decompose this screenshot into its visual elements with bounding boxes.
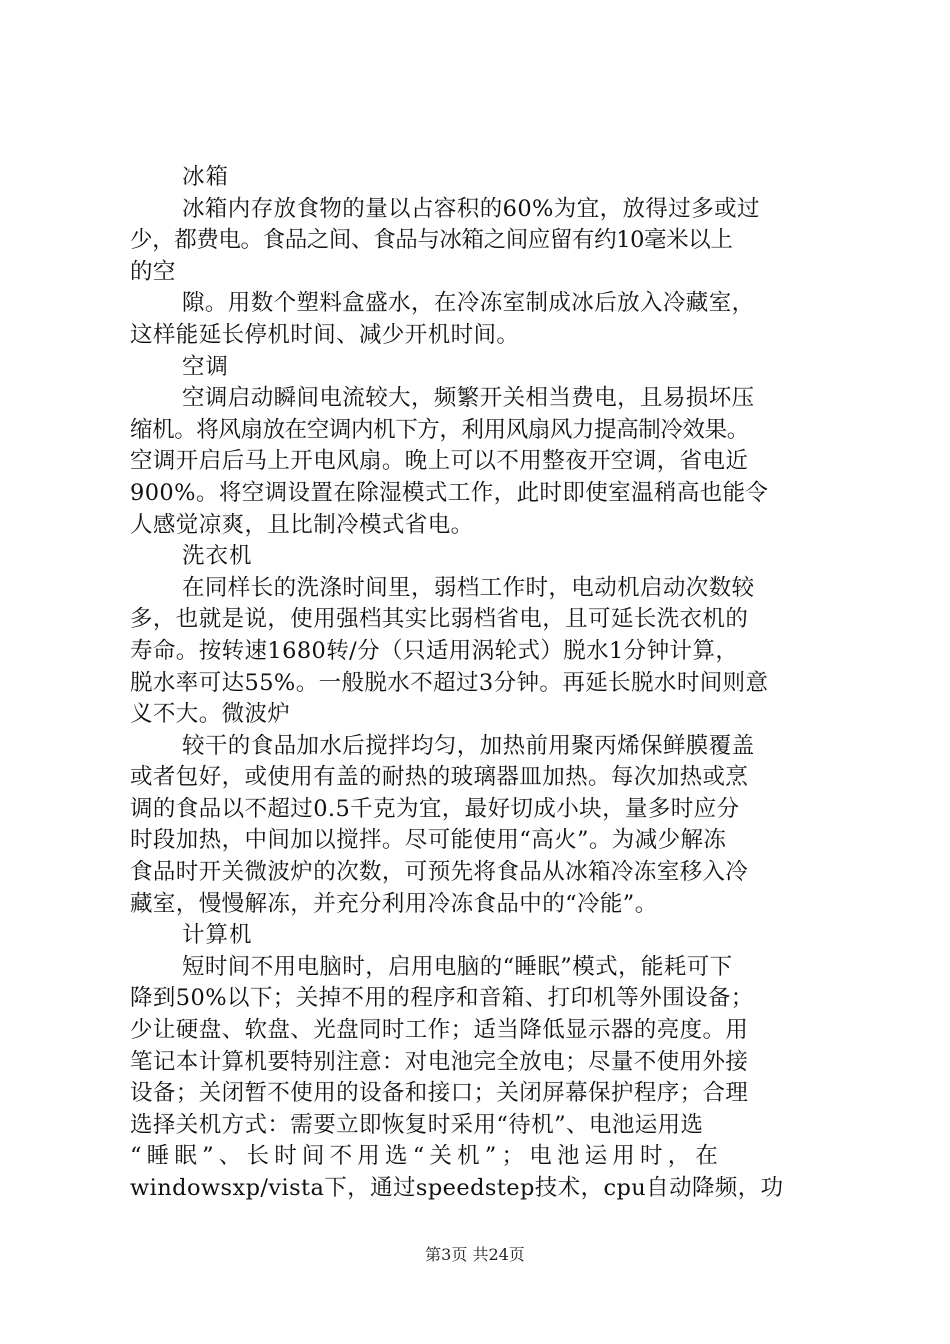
section-heading-computer: 计算机 <box>182 922 253 949</box>
paragraph-line: 空调启动瞬间电流较大，频繁开关相当费电，且易损坏压 <box>182 385 755 412</box>
paragraph-line: 在同样长的洗涤时间里，弱档工作时，电动机启动次数较 <box>182 574 755 601</box>
paragraph-line: 调的食品以不超过0.5千克为宜，最好切成小块，量多时应分 <box>130 795 740 822</box>
paragraph-line: 900%。将空调设置在除湿模式工作，此时即使室温稍高也能令 <box>130 479 769 506</box>
paragraph-line: 空调开启后马上开电风扇。晚上可以不用整夜开空调，省电近 <box>130 448 749 475</box>
paragraph-line: 脱水率可达55%。一般脱水不超过3分钟。再延长脱水时间则意 <box>130 669 769 696</box>
paragraph-line: 隙。用数个塑料盒盛水，在冷冻室制成冰后放入冷藏室， <box>182 290 755 317</box>
paragraph-line: 短时间不用电脑时，启用电脑的“睡眠”模式，能耗可下 <box>182 953 733 980</box>
paragraph-line: 降到50%以下；关掉不用的程序和音箱、打印机等外围设备； <box>130 985 754 1012</box>
document-body <box>130 162 830 1205</box>
paragraph-line: 人感觉凉爽，且比制冷模式省电。 <box>130 511 474 538</box>
paragraph-line: 少让硬盘、软盘、光盘同时工作；适当降低显示器的亮度。用 <box>130 1017 749 1044</box>
paragraph-line: 笔记本计算机要特别注意：对电池完全放电；尽量不使用外接 <box>130 1048 749 1075</box>
paragraph-line: 食品时开关微波炉的次数，可预先将食品从冰箱冷冻室移入冷 <box>130 859 749 886</box>
paragraph-line: “睡眠”、长时间不用选“关机”；电池运用时，在 <box>130 1143 724 1170</box>
paragraph-line: 藏室，慢慢解冻，并充分利用冷冻食品中的“冷能”。 <box>130 890 658 917</box>
section-heading-fridge: 冰箱 <box>182 164 230 190</box>
paragraph-line: windowsxp/vista下，通过speedstep技术，cpu自动降频，功 <box>130 1175 784 1201</box>
paragraph-line: 冰箱内存放食物的量以占容积的60%为宜，放得过多或过 <box>182 195 760 222</box>
section-heading-washing-machine: 洗衣机 <box>182 543 253 570</box>
paragraph-line: 多，也就是说，使用强档其实比弱档省电，且可延长洗衣机的 <box>130 606 749 633</box>
paragraph-line: 时段加热，中间加以搅拌。尽可能使用“高火”。为减少解冻 <box>130 827 727 854</box>
paragraph-line: 少，都费电。食品之间、食品与冰箱之间应留有约10毫米以上 <box>130 227 733 254</box>
paragraph-line: 缩机。将风扇放在空调内机下方，利用风扇风力提高制冷效果。 <box>130 416 749 443</box>
page-number-footer: 第3页 共24页 <box>425 1245 525 1264</box>
paragraph-line: 较干的食品加水后搅拌均匀，加热前用聚丙烯保鲜膜覆盖 <box>182 732 755 759</box>
paragraph-line: 寿命。按转速1680转/分（只适用涡轮式）脱水1分钟计算， <box>130 637 739 664</box>
paragraph-line: 的空 <box>130 258 176 285</box>
paragraph-line: 选择关机方式：需要立即恢复时采用“待机”、电池运用选 <box>130 1111 704 1138</box>
paragraph-line: 或者包好，或使用有盖的耐热的玻璃器皿加热。每次加热或烹 <box>130 764 749 791</box>
paragraph-line: 这样能延长停机时间、减少开机时间。 <box>130 321 520 348</box>
section-heading-air-conditioner: 空调 <box>182 353 230 380</box>
paragraph-line: 设备；关闭暂不使用的设备和接口；关闭屏幕保护程序；合理 <box>130 1080 749 1107</box>
paragraph-line: 义不大。微波炉 <box>130 701 291 728</box>
